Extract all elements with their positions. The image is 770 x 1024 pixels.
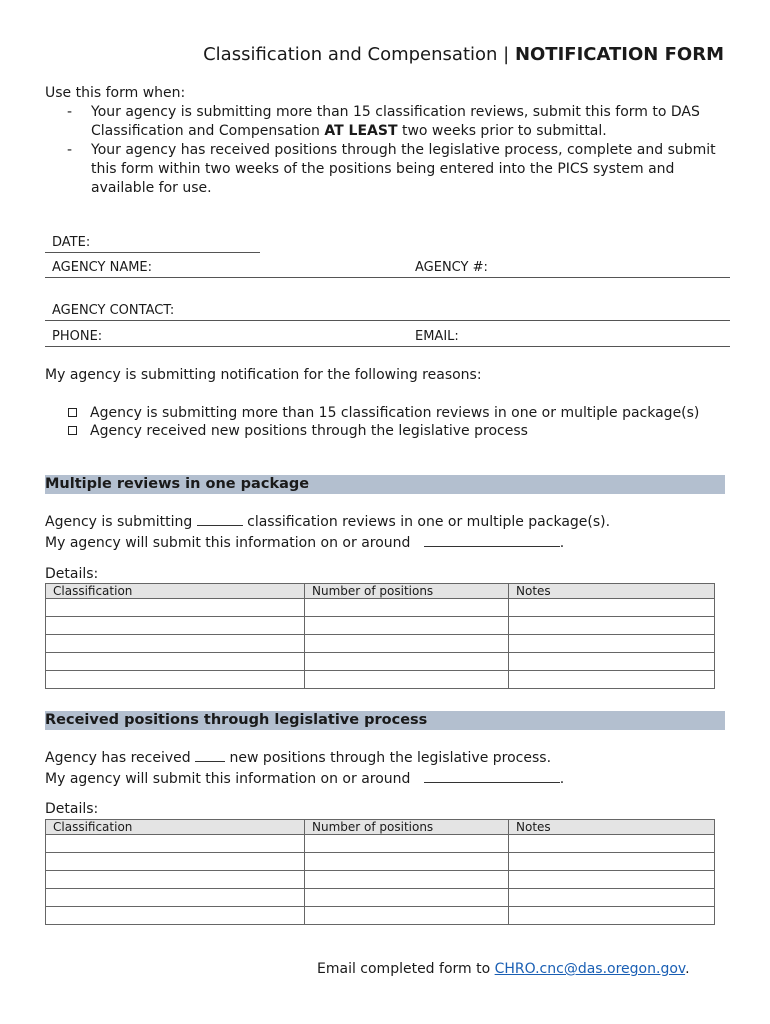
title-main: Classification and Compensation | — [203, 44, 515, 65]
column-header: Classification — [46, 584, 305, 599]
intro-bullet: - Your agency has received positions through the legislative process, complete and submit this form within two weeks of the positions being entered into the PICS system and available for use. — [67, 142, 716, 196]
section1-text: Agency is submitting classification reviews in one or multiple package(s). My agency will submit this information on or around . — [45, 511, 735, 553]
table-cell[interactable] — [509, 889, 715, 907]
table-cell[interactable] — [509, 907, 715, 925]
checkbox-reviews[interactable] — [68, 408, 77, 417]
intro-list — [45, 103, 735, 198]
table-cell[interactable] — [305, 853, 509, 871]
table-cell[interactable] — [46, 871, 305, 889]
checkbox-legislative[interactable] — [68, 426, 77, 435]
reason-option-legislative[interactable]: Agency received new positions through the legislative process — [68, 422, 708, 440]
table-row — [46, 889, 715, 907]
column-header: Notes — [509, 584, 715, 599]
reviews-count-blank[interactable] — [197, 511, 243, 526]
table-row — [46, 835, 715, 853]
table-row — [46, 635, 715, 653]
table-cell[interactable] — [46, 671, 305, 689]
column-header: Number of positions — [305, 820, 509, 835]
details-label: Details: — [45, 566, 99, 582]
column-header: Notes — [509, 820, 715, 835]
submit-date-blank[interactable] — [424, 768, 560, 783]
table-cell[interactable] — [509, 671, 715, 689]
table-cell[interactable] — [305, 599, 509, 617]
section-heading-legislative: Received positions through legislative process — [45, 711, 725, 730]
table-row — [46, 907, 715, 925]
intro-instructions — [45, 84, 735, 198]
table-cell[interactable] — [305, 617, 509, 635]
table-cell[interactable] — [46, 853, 305, 871]
reason-option-reviews[interactable]: Agency is submitting more than 15 classification reviews in one or multiple package(s) — [68, 404, 708, 422]
intro-bullet: - Your agency is submitting more than 15 classification reviews, submit this form to DAS Classification and Compensation AT LEAST two weeks prior to submittal. — [67, 104, 700, 139]
date-field[interactable]: DATE: — [45, 234, 260, 253]
table-cell[interactable] — [46, 635, 305, 653]
table-cell[interactable] — [46, 599, 305, 617]
intro-lead: Use this form when: — [45, 85, 186, 101]
table-cell[interactable] — [305, 653, 509, 671]
contact-row — [45, 328, 730, 347]
agency-name-field[interactable]: AGENCY NAME: — [52, 260, 153, 275]
table-cell[interactable] — [509, 835, 715, 853]
table-cell[interactable] — [509, 853, 715, 871]
column-header: Classification — [46, 820, 305, 835]
table-cell[interactable] — [46, 835, 305, 853]
table-cell[interactable] — [509, 635, 715, 653]
email-link[interactable]: CHRO.cnc@das.oregon.gov — [494, 961, 686, 977]
details-table-reviews — [45, 583, 715, 689]
agency-name-row — [45, 259, 730, 278]
table-header-row — [46, 584, 715, 599]
table-cell[interactable] — [305, 671, 509, 689]
table-cell[interactable] — [46, 907, 305, 925]
table-cell[interactable] — [305, 889, 509, 907]
reasons-options — [68, 404, 708, 440]
table-cell[interactable] — [305, 871, 509, 889]
table-cell[interactable] — [305, 835, 509, 853]
agency-contact-field[interactable]: AGENCY CONTACT: — [45, 302, 730, 321]
table-cell[interactable] — [46, 617, 305, 635]
table-row — [46, 853, 715, 871]
title-form-type: NOTIFICATION FORM — [514, 44, 724, 65]
table-row — [46, 671, 715, 689]
email-field[interactable]: EMAIL: — [415, 329, 459, 344]
details-label: Details: — [45, 801, 99, 817]
table-cell[interactable] — [509, 653, 715, 671]
details-table-legislative — [45, 819, 715, 925]
submit-date-blank[interactable] — [424, 532, 560, 547]
table-cell[interactable] — [46, 889, 305, 907]
table-row — [46, 599, 715, 617]
agency-number-field[interactable]: AGENCY #: — [415, 260, 488, 275]
table-row — [46, 653, 715, 671]
footer-note: Email completed form to CHRO.cnc@das.oregon.gov. — [317, 961, 690, 977]
section2-text: Agency has received new positions through the legislative process. My agency will submit this information on or around . — [45, 747, 735, 789]
positions-count-blank[interactable] — [195, 747, 225, 762]
section-heading-multiple-reviews: Multiple reviews in one package — [45, 475, 725, 494]
phone-field[interactable]: PHONE: — [52, 329, 103, 344]
table-header-row — [46, 820, 715, 835]
table-cell[interactable] — [509, 617, 715, 635]
form-title — [203, 44, 724, 65]
table-cell[interactable] — [509, 871, 715, 889]
table-cell[interactable] — [305, 635, 509, 653]
reasons-lead: My agency is submitting notification for the following reasons: — [45, 367, 482, 383]
table-cell[interactable] — [509, 599, 715, 617]
table-cell[interactable] — [305, 907, 509, 925]
table-cell[interactable] — [46, 653, 305, 671]
table-row — [46, 617, 715, 635]
column-header: Number of positions — [305, 584, 509, 599]
table-row — [46, 871, 715, 889]
